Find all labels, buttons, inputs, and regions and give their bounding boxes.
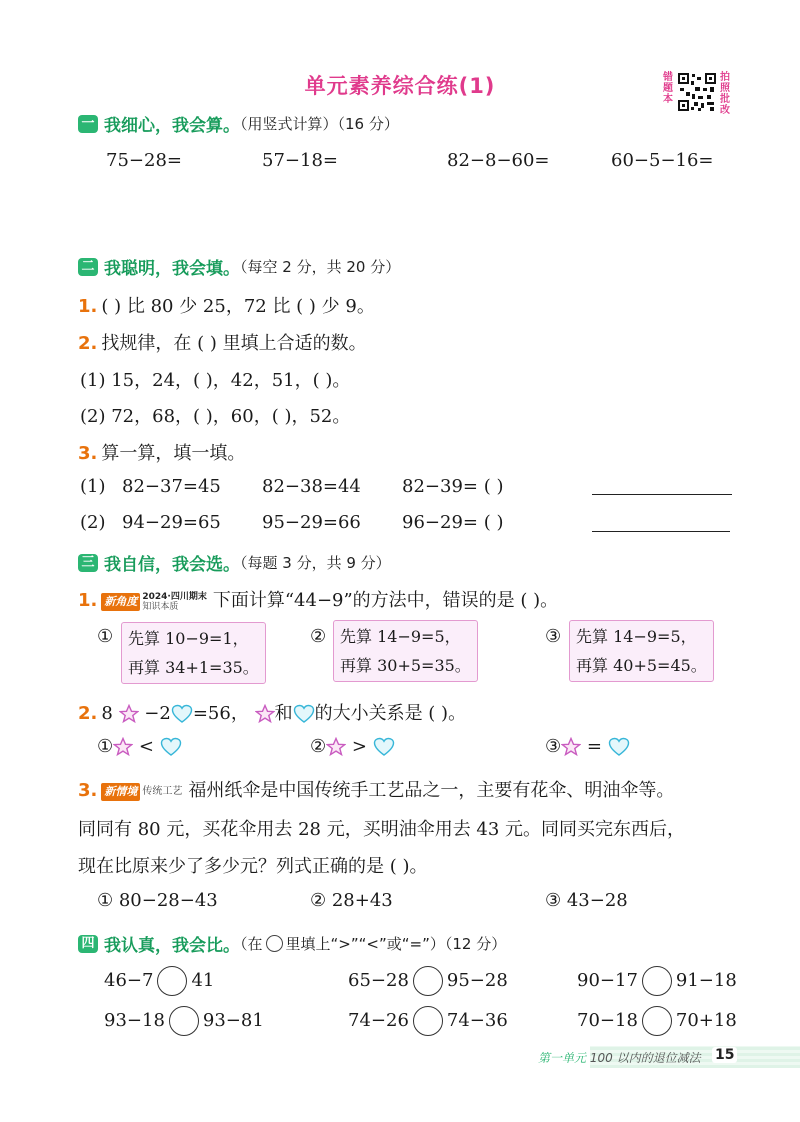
question-number: 3. (78, 780, 98, 801)
section-4-note-b: 里填上“>”“<”或“=”）（12 分） (285, 935, 507, 953)
page-title: 单元素养综合练(1) (304, 74, 496, 98)
question-text: ( ) 比 80 少 25，72 比 ( ) 少 9。 (101, 296, 375, 317)
section-4-title: 我认真，我会比。 (104, 936, 240, 956)
tag-text (142, 592, 206, 612)
question-number: 3. (78, 443, 98, 464)
question-number: 1. (78, 590, 98, 611)
compare-left: 46−7 (104, 970, 154, 991)
section-3-note: （每题 3 分，共 9 分） (240, 554, 391, 572)
s2-row-expr: 82−37=45 (122, 476, 221, 497)
footer-label (538, 1049, 701, 1066)
q3-option[interactable]: ① 80−28−43 (97, 890, 218, 911)
calc-problem[interactable]: 75−28= (106, 150, 182, 171)
section-3-title: 我自信，我会选。 (104, 555, 240, 575)
s2-question-1[interactable] (78, 292, 375, 318)
option-line: 先算 14−9=5， (576, 627, 697, 646)
section-1-header (78, 111, 399, 136)
compare-circle[interactable] (169, 1006, 199, 1036)
heart-icon (160, 737, 182, 757)
q2-option-2[interactable] (310, 736, 395, 757)
s2-row-expr: 82−38=44 (262, 476, 361, 497)
s2-row-label: (2) (80, 512, 106, 533)
option-mark[interactable]: ③ (545, 626, 562, 647)
footer-topic: 100 以内的退位减法 (589, 1051, 701, 1065)
option-line: 先算 14−9=5， (340, 627, 461, 646)
s3-question-1[interactable] (78, 586, 558, 612)
section-4-note-a: （在 (240, 935, 263, 953)
question-number: 2. (78, 703, 98, 724)
option-mark[interactable]: ① (97, 626, 114, 647)
option-line: 再算 30+5=35。 (340, 656, 471, 675)
s3-question-3-line3[interactable]: 现在比原来少了多少元？列式正确的是 ( )。 (78, 856, 428, 877)
compare-symbol: = (586, 736, 602, 757)
compare-item[interactable] (104, 966, 214, 996)
option-line: 先算 10−9=1， (128, 629, 249, 648)
q2-option-1[interactable] (97, 736, 182, 757)
section-1-badge: 一 (78, 115, 98, 133)
answer-line[interactable] (592, 494, 732, 495)
compare-circle[interactable] (642, 1006, 672, 1036)
compare-right: 70+18 (675, 1010, 737, 1031)
heart-icon (608, 737, 630, 757)
compare-circle[interactable] (413, 1006, 443, 1036)
star-icon (326, 737, 346, 757)
compare-item[interactable] (577, 966, 737, 996)
tag-new-label: 新角度 (101, 593, 140, 611)
tag-bottom: 知识本质 (142, 602, 179, 612)
option-mark: ③ (545, 736, 562, 757)
compare-left: 70−18 (577, 1010, 638, 1031)
q2-text-d: 和 (274, 703, 293, 724)
question-number: 1. (78, 296, 98, 317)
answer-line[interactable] (592, 531, 730, 532)
calc-problem[interactable]: 57−18= (262, 150, 338, 171)
s2-question-2[interactable] (78, 329, 367, 355)
section-2-note: （每空 2 分，共 20 分） (240, 258, 401, 276)
section-1-note: （用竖式计算）（16 分） (240, 115, 399, 133)
section-4-header (78, 931, 506, 956)
q2-text-c: =56， (192, 703, 249, 724)
s2-row-expr[interactable]: 96−29= ( ) (402, 512, 504, 533)
heart-icon (373, 737, 395, 757)
calc-problem[interactable]: 60−5−16= (611, 150, 714, 171)
tag-top: 2024·四川期末 (142, 592, 207, 602)
q3-option[interactable]: ② 28+43 (310, 890, 393, 911)
star-icon (561, 737, 581, 757)
section-3-badge: 三 (78, 554, 98, 572)
option-box[interactable] (121, 622, 266, 684)
s2-row-expr: 94−29=65 (122, 512, 221, 533)
compare-left: 90−17 (577, 970, 638, 991)
option-box[interactable] (333, 620, 478, 682)
option-line: 再算 40+5=45。 (576, 656, 707, 675)
compare-right: 95−28 (446, 970, 508, 991)
compare-circle[interactable] (157, 966, 187, 996)
heart-icon (171, 704, 193, 724)
qr-code-icon[interactable] (677, 72, 717, 112)
section-2-header (78, 254, 400, 279)
new-scene-tag (101, 781, 182, 801)
heart-icon (293, 704, 315, 724)
compare-right: 91−18 (675, 970, 737, 991)
q2-option-3[interactable] (545, 736, 630, 757)
s2-question-2a[interactable]: (1) 15，24，( )，42，51，( )。 (80, 370, 351, 391)
compare-circle[interactable] (413, 966, 443, 996)
section-3-header (78, 550, 391, 575)
compare-left: 65−28 (348, 970, 409, 991)
compare-item[interactable] (104, 1006, 264, 1036)
s2-row-expr[interactable]: 82−39= ( ) (402, 476, 504, 497)
compare-item[interactable] (348, 966, 508, 996)
footer-unit: 第一单元 (538, 1051, 587, 1065)
s2-row-expr: 95−29=66 (262, 512, 361, 533)
question-text: 下面计算“44−9”的方法中，错误的是 ( )。 (212, 590, 559, 611)
tag-text: 传统工艺 (142, 786, 183, 797)
compare-circle[interactable] (642, 966, 672, 996)
tag-new-label: 新情境 (101, 783, 140, 801)
compare-right: 74−36 (446, 1010, 508, 1031)
q2-text-a: 8 (101, 703, 113, 724)
s2-question-2b[interactable]: (2) 72，68，( )，60，( )，52。 (80, 406, 351, 427)
compare-right: 93−81 (202, 1010, 264, 1031)
compare-right: 41 (191, 970, 215, 991)
q2-text-b: −2 (144, 703, 171, 724)
s2-question-3[interactable] (78, 439, 245, 465)
s3-question-3[interactable] (78, 776, 674, 802)
compare-symbol: < (138, 736, 154, 757)
option-line: 再算 34+1=35。 (128, 658, 259, 677)
circle-icon (266, 935, 283, 952)
q2-text-e: 的大小关系是 ( )。 (314, 703, 467, 724)
q3-option[interactable]: ③ 43−28 (545, 890, 628, 911)
s3-question-3-line2: 同同有 80 元，买花伞用去 28 元，买明油伞用去 43 元。同同买完东西后， (78, 819, 686, 840)
section-2-title: 我聪明，我会填。 (104, 259, 240, 279)
question-number: 2. (78, 333, 98, 354)
option-mark: ② (310, 736, 327, 757)
qr-right-label: 拍照批改 (720, 72, 730, 116)
s3-question-2[interactable] (78, 699, 466, 725)
section-1-title: 我细心，我会算。 (104, 116, 240, 136)
compare-symbol: > (351, 736, 367, 757)
question-text: 算一算，填一填。 (101, 443, 246, 464)
section-4-badge: 四 (78, 935, 98, 953)
option-mark: ① (97, 736, 114, 757)
compare-item[interactable] (348, 1006, 508, 1036)
compare-left: 93−18 (104, 1010, 165, 1031)
question-text: 找规律，在 ( ) 里填上合适的数。 (101, 333, 367, 354)
star-icon (119, 704, 139, 724)
qr-left-label: 错题本 (663, 72, 673, 105)
section-2-badge: 二 (78, 258, 98, 276)
compare-left: 74−26 (348, 1010, 409, 1031)
s2-row-label: (1) (80, 476, 106, 497)
question-text: 福州纸伞是中国传统手工艺品之一，主要有花伞、明油伞等。 (188, 780, 675, 801)
page-number: 15 (712, 1047, 737, 1063)
star-icon (113, 737, 133, 757)
option-mark[interactable]: ② (310, 626, 327, 647)
calc-problem[interactable]: 82−8−60= (447, 150, 550, 171)
new-angle-tag (101, 591, 206, 611)
option-box[interactable] (569, 620, 714, 682)
compare-item[interactable] (577, 1006, 737, 1036)
star-icon (255, 704, 275, 724)
